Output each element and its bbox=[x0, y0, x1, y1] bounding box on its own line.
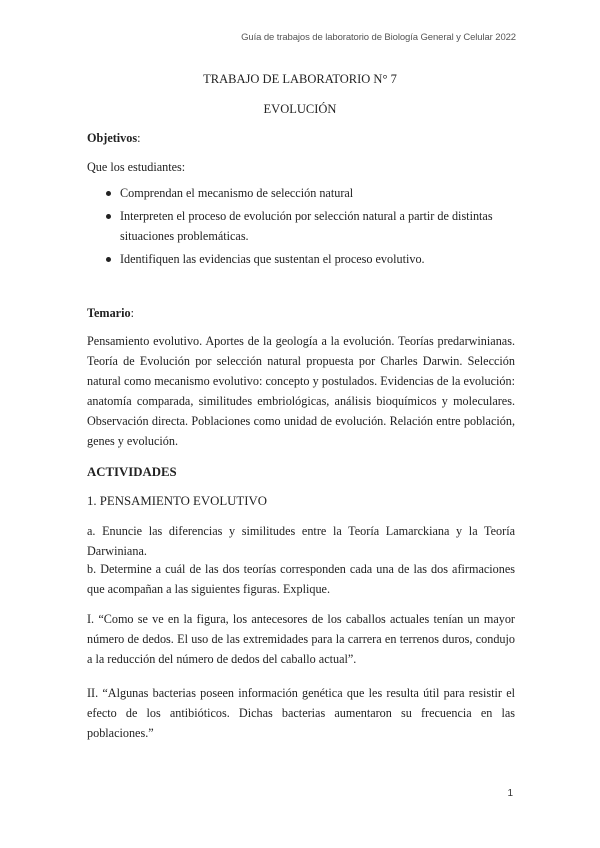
activities-heading: ACTIVIDADES bbox=[87, 465, 177, 479]
objectives-intro: Que los estudiantes: bbox=[87, 160, 186, 174]
question-b: b. Determine a cuál de las dos teorías corresponden cada una de las dos afirmaciones que acompañan a las siguientes figuras. Explique. bbox=[87, 562, 515, 596]
temario-heading bbox=[87, 303, 515, 323]
temario-heading-label: Temario bbox=[87, 306, 131, 320]
page-subtitle: EVOLUCIÓN bbox=[263, 102, 337, 116]
objectives-heading-colon: : bbox=[137, 131, 141, 145]
section-heading: 1. PENSAMIENTO EVOLUTIVO bbox=[87, 494, 267, 508]
statement-i: I. “Como se ve en la figura, los antecesores de los caballos actuales tenían un mayor número de dedos. El uso de las extremidades para la carrera en terrenos duros, condujo a la reducción del número de dedos del caballo actual”. bbox=[87, 612, 515, 666]
bullet-icon bbox=[106, 191, 111, 196]
page-number: 1 bbox=[507, 788, 513, 799]
list-item bbox=[87, 249, 515, 269]
list-item bbox=[87, 206, 515, 246]
objectives-list bbox=[87, 183, 515, 272]
temario-heading-colon: : bbox=[130, 306, 134, 320]
list-item-text: Identifiquen las evidencias que sustentan el proceso evolutivo. bbox=[120, 252, 425, 266]
list-item-text: Interpreten el proceso de evolución por selección natural a partir de distintas situaciones problemáticas. bbox=[120, 209, 493, 243]
running-header: Guía de trabajos de laboratorio de Biología General y Celular 2022 bbox=[241, 32, 516, 43]
question-a: a. Enuncie las diferencias y similitudes entre la Teoría Lamarckiana y la Teoría Darwiniana. bbox=[87, 524, 515, 558]
objectives-heading-label: Objetivos bbox=[87, 131, 138, 145]
bullet-icon bbox=[106, 257, 111, 262]
page-title: TRABAJO DE LABORATORIO N° 7 bbox=[203, 72, 397, 86]
objectives-heading bbox=[87, 128, 515, 148]
temario-text: Pensamiento evolutivo. Aportes de la geología a la evolución. Teorías predarwinianas. Teoría de Evolución por selección natural propuesta por Charles Darwin. Selección natural como mecanismo evolutivo: concepto y postulados. Evidencias de la evolución: anatomía comparada, similitudes embriológicas, análisis bioquímicos y moleculares. Observación directa. Poblaciones como unidad de evolución. Relación entre población, genes y evolución. bbox=[87, 334, 515, 448]
list-item bbox=[87, 183, 515, 203]
statement-ii: II. “Algunas bacterias poseen información genética que les resulta útil para resistir el efecto de los antibióticos. Dichas bacterias aumentaron su frecuencia en las poblaciones.” bbox=[87, 686, 515, 740]
bullet-icon bbox=[106, 214, 111, 219]
list-item-text: Comprendan el mecanismo de selección natural bbox=[120, 186, 354, 200]
